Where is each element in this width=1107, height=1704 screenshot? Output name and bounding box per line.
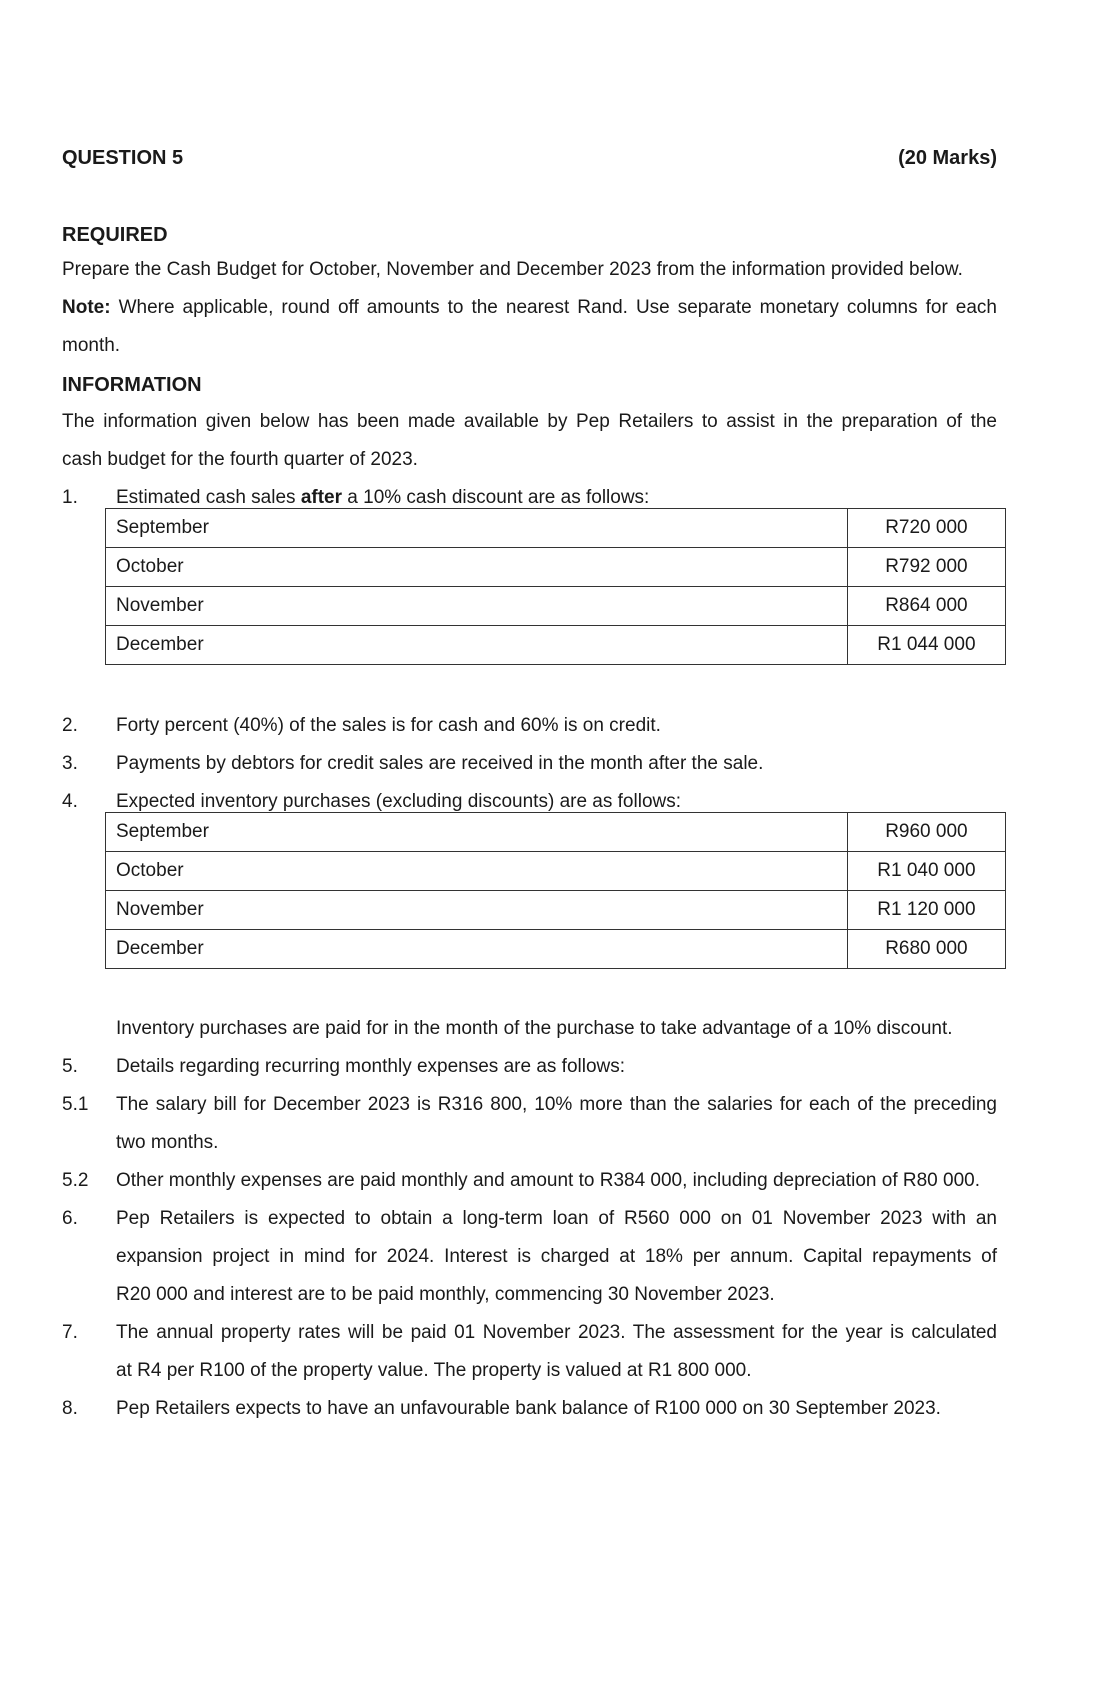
item-text: Details regarding recurring monthly expenses are as follows:	[116, 1056, 626, 1077]
amount-cell: R1 040 000	[847, 852, 1005, 891]
item-7	[62, 1321, 997, 1346]
month-cell: December	[106, 626, 848, 665]
note-line-1	[62, 296, 997, 321]
note-text: Where applicable, round off amounts to the nearest Rand. Use separate monetary columns for each	[118, 297, 997, 318]
table-row	[106, 509, 1006, 548]
item-5-1	[62, 1093, 997, 1118]
information-intro-line-1: The information given below has been made available by Pep Retailers to assist in the preparation of the	[62, 411, 997, 432]
item-2	[62, 714, 997, 739]
month-cell: September	[106, 813, 848, 852]
item-number: 8.	[62, 1398, 78, 1419]
item-6	[62, 1207, 997, 1232]
table-row	[106, 626, 1006, 665]
item-number: 1.	[62, 487, 78, 508]
amount-cell: R720 000	[847, 509, 1005, 548]
month-cell: October	[106, 548, 848, 587]
item-number: 5.2	[62, 1170, 89, 1191]
item-text	[116, 486, 997, 511]
table-row	[106, 587, 1006, 626]
item-text-bold: after	[300, 487, 342, 508]
item-5	[62, 1055, 997, 1080]
information-heading: INFORMATION	[62, 374, 202, 396]
item-text-post: a 10% cash discount are as follows:	[342, 487, 650, 508]
note-label: Note:	[62, 297, 111, 318]
item-text: The annual property rates will be paid 01 November 2023. The assessment for the year is calculated	[116, 1322, 997, 1343]
amount-cell: R1 044 000	[847, 626, 1005, 665]
item-text-pre: Estimated cash sales	[116, 487, 301, 508]
item-5-2	[62, 1169, 997, 1194]
item-4	[62, 790, 997, 815]
question-title: QUESTION 5	[62, 147, 184, 169]
item-number: 5.	[62, 1056, 78, 1077]
table-row	[106, 930, 1006, 969]
item-3	[62, 752, 997, 777]
table-row	[106, 813, 1006, 852]
month-cell: October	[106, 852, 848, 891]
month-cell: September	[106, 509, 848, 548]
cash-sales-table	[105, 508, 1006, 665]
item-1	[62, 486, 997, 511]
item-number: 3.	[62, 753, 78, 774]
item-text: Other monthly expenses are paid monthly and amount to R384 000, including depreciation of R80 000.	[116, 1170, 980, 1191]
item-text: The salary bill for December 2023 is R316 800, 10% more than the salaries for each of the preceding	[116, 1094, 997, 1115]
item-7-line-2: at R4 per R100 of the property value. The property is valued at R1 800 000.	[116, 1360, 752, 1381]
item-text: Payments by debtors for credit sales are received in the month after the sale.	[116, 753, 764, 774]
amount-cell: R680 000	[847, 930, 1005, 969]
amount-cell: R1 120 000	[847, 891, 1005, 930]
item-8	[62, 1397, 997, 1422]
month-cell: December	[106, 930, 848, 969]
question-marks: (20 Marks)	[898, 147, 997, 169]
item-number: 4.	[62, 791, 78, 812]
item-number: 6.	[62, 1208, 78, 1229]
item-number: 5.1	[62, 1094, 89, 1115]
item-number: 7.	[62, 1322, 78, 1343]
item-5-1-line-2: two months.	[116, 1132, 219, 1153]
item-text: Pep Retailers is expected to obtain a long-term loan of R560 000 on 01 November 2023 with an	[116, 1208, 997, 1229]
month-cell: November	[106, 587, 848, 626]
table-row	[106, 548, 1006, 587]
item-6-line-2: expansion project in mind for 2024. Interest is charged at 18% per annum. Capital repayments of	[116, 1246, 997, 1267]
table-row	[106, 852, 1006, 891]
amount-cell: R864 000	[847, 587, 1005, 626]
month-cell: November	[106, 891, 848, 930]
purchases-note: Inventory purchases are paid for in the month of the purchase to take advantage of a 10% discount.	[116, 1018, 953, 1039]
amount-cell: R960 000	[847, 813, 1005, 852]
item-number: 2.	[62, 715, 78, 736]
required-heading: REQUIRED	[62, 224, 168, 246]
item-6-line-3: R20 000 and interest are to be paid monthly, commencing 30 November 2023.	[116, 1284, 775, 1305]
item-text: Expected inventory purchases (excluding discounts) are as follows:	[116, 791, 682, 812]
table-row	[106, 891, 1006, 930]
amount-cell: R792 000	[847, 548, 1005, 587]
item-text: Pep Retailers expects to have an unfavourable bank balance of R100 000 on 30 September 2023.	[116, 1398, 941, 1419]
note-line-2: month.	[62, 335, 121, 356]
item-text: Forty percent (40%) of the sales is for cash and 60% is on credit.	[116, 715, 661, 736]
inventory-purchases-table	[105, 812, 1006, 969]
information-intro-line-2: cash budget for the fourth quarter of 2023.	[62, 449, 418, 470]
question-header	[62, 145, 997, 171]
required-text: Prepare the Cash Budget for October, November and December 2023 from the information provided below.	[62, 259, 963, 280]
